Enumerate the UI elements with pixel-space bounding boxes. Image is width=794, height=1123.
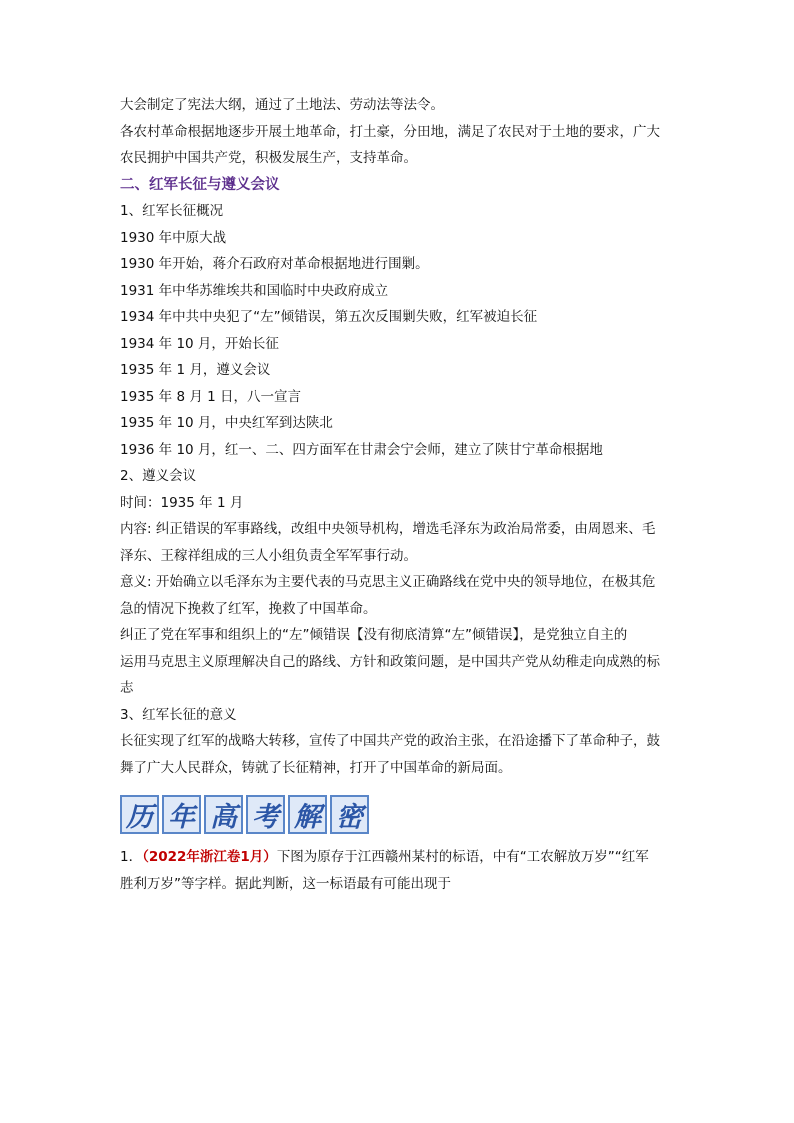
text-line: 泽东、王稼祥组成的三人小组负责全军军事行动。 [120, 547, 417, 564]
banner-char: 年 [162, 795, 201, 834]
text-line: 1935 年 10 月，中央红军到达陕北 [120, 415, 333, 431]
banner-char: 解 [288, 795, 327, 834]
subsection-zunyi-meeting [120, 463, 680, 702]
text-line: 大会制定了宪法大纲，通过了土地法、劳动法等法令。 [120, 97, 444, 113]
subsection-long-march-overview [120, 198, 680, 463]
text-line: 运用马克思主义原理解决自己的路线、方针和政策问题，是中国共产党从幼稚走向成熟的标 [120, 653, 660, 670]
section-title: 二、红军长征与遵义会议 [120, 176, 280, 193]
text-line: 1935 年 8 月 1 日，八一宣言 [120, 388, 301, 405]
text-line: 1930 年中原大战 [120, 229, 227, 246]
text-line: 1931 年中华苏维埃共和国临时中央政府成立 [120, 282, 389, 299]
subsection-long-march-significance [120, 702, 680, 782]
document-page [120, 92, 680, 897]
text-line: 1934 年 10 月，开始长征 [120, 335, 279, 352]
question-text: 下图为原存于江西赣州某村的标语，中有“工农解放万岁”“红军 [276, 849, 649, 865]
text-line: 舞了广大人民群众，铸就了长征精神，打开了中国革命的新局面。 [120, 759, 512, 776]
text-line: 意义: 开始确立以毛泽东为主要代表的马克思主义正确路线在党中央的领导地位，在极其危 [120, 574, 656, 590]
text-line: 1935 年 1 月，遵义会议 [120, 362, 271, 378]
text-line: 急的情况下挽救了红军，挽救了中国革命。 [120, 600, 377, 617]
question-1 [120, 844, 680, 897]
subsection-title: 2、遵义会议 [120, 468, 197, 484]
text-line: 农民拥护中国共产党，积极发展生产，支持革命。 [120, 150, 417, 166]
question-source: （2022年浙江卷1月） [142, 849, 277, 865]
question-number: 1． [120, 849, 143, 865]
banner-char: 高 [204, 795, 243, 834]
subsection-title: 1、红军长征概况 [120, 203, 224, 219]
text-line: 1936 年 10 月，红一、二、四方面军在甘肃会宁会师，建立了陕甘宁革命根据地 [120, 441, 603, 458]
text-line: 长征实现了红军的战略大转移，宣传了中国共产党的政治主张，在沿途播下了革命种子，鼓 [120, 733, 660, 749]
question-line: 胜利万岁”等字样。据此判断，这一标语最有可能出现于 [120, 875, 451, 892]
banner-char: 密 [330, 795, 369, 834]
banner-char: 考 [246, 795, 285, 834]
text-line: 志 [120, 680, 134, 696]
intro-section [120, 92, 680, 172]
text-line: 内容: 纠正错误的军事路线，改组中央领导机构，增选毛泽东为政治局常委，由周恩来、毛 [120, 521, 656, 537]
text-line: 1930 年开始，蒋介石政府对革命根据地进行围剿。 [120, 256, 429, 272]
exam-banner [120, 795, 680, 834]
text-line: 各农村革命根据地逐步开展土地革命，打土豪，分田地，满足了农民对于土地的要求，广大 [120, 123, 660, 140]
banner-char: 历 [120, 795, 159, 834]
text-line: 纠正了党在军事和组织上的“左”倾错误【没有彻底清算“左”倾错误】，是党独立自主的 [120, 627, 628, 643]
text-line: 1934 年中共中央犯了“左”倾错误，第五次反围剿失败，红军被迫长征 [120, 309, 538, 325]
question-line [120, 844, 680, 871]
subsection-title: 3、红军长征的意义 [120, 706, 237, 723]
text-line: 时间：1935 年 1 月 [120, 494, 244, 511]
